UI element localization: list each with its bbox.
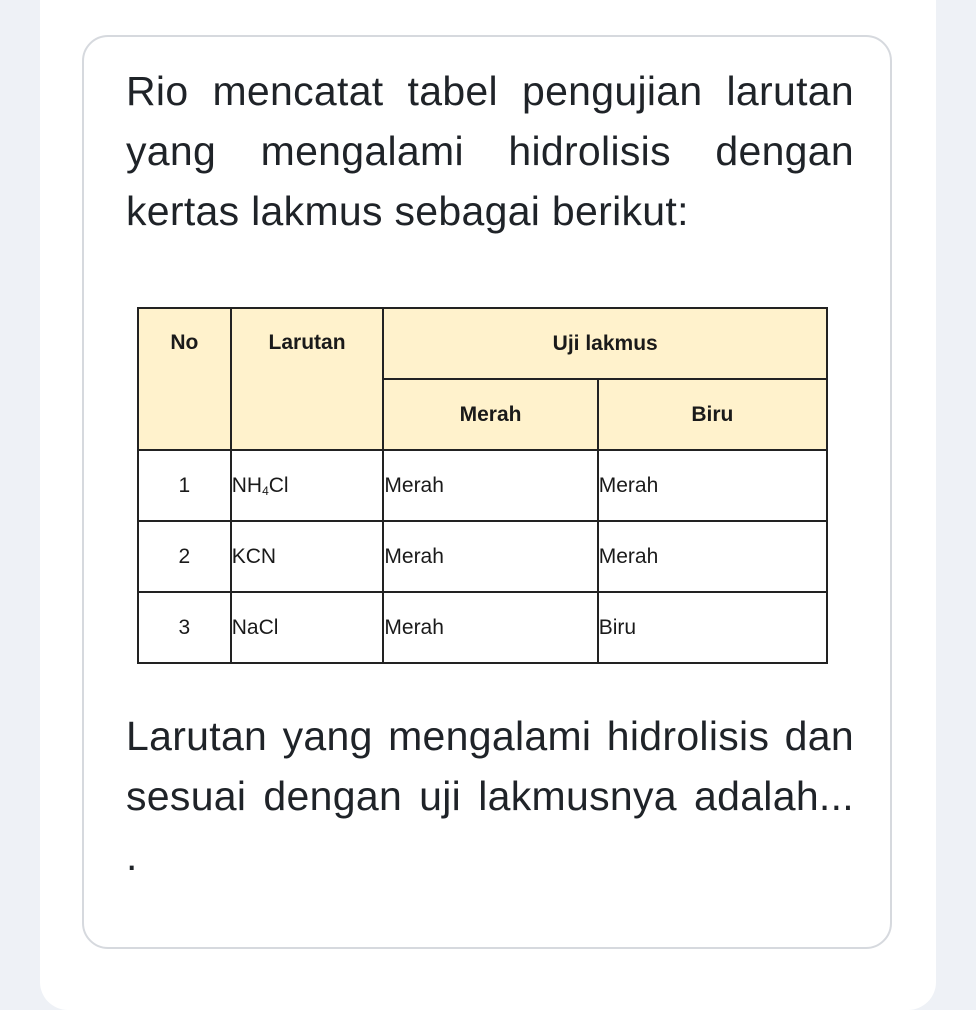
cell-biru: Merah — [598, 450, 827, 521]
table-header-row — [138, 308, 827, 379]
header-larutan: Larutan — [231, 308, 384, 450]
table-row — [138, 592, 827, 663]
cell-biru: Biru — [598, 592, 827, 663]
header-no: No — [138, 308, 231, 450]
question-card — [82, 35, 892, 949]
cell-larutan: NaCl — [231, 592, 384, 663]
table-row — [138, 450, 827, 521]
cell-larutan — [231, 450, 384, 521]
formula-subscript: 4 — [262, 483, 269, 498]
header-biru: Biru — [598, 379, 827, 450]
cell-merah: Merah — [383, 450, 597, 521]
header-uji-lakmus: Uji lakmus — [383, 308, 827, 379]
cell-merah: Merah — [383, 592, 597, 663]
question-closing-text: Larutan yang mengalami hidrolisis dan sesuai dengan uji lakmusnya adalah... . — [126, 713, 854, 879]
cell-merah: Merah — [383, 521, 597, 592]
litmus-test-table — [137, 307, 828, 664]
cell-biru: Merah — [598, 521, 827, 592]
question-intro-text: Rio mencatat tabel pengujian larutan yang mengalami hidrolisis dengan kertas lakmus sebagai berikut: — [126, 68, 854, 234]
table-row — [138, 521, 827, 592]
header-merah: Merah — [383, 379, 597, 450]
formula-suffix: Cl — [268, 473, 289, 497]
cell-larutan: KCN — [231, 521, 384, 592]
cell-no: 2 — [138, 521, 231, 592]
cell-no: 1 — [138, 450, 231, 521]
formula-prefix: NH — [231, 473, 263, 497]
cell-no: 3 — [138, 592, 231, 663]
